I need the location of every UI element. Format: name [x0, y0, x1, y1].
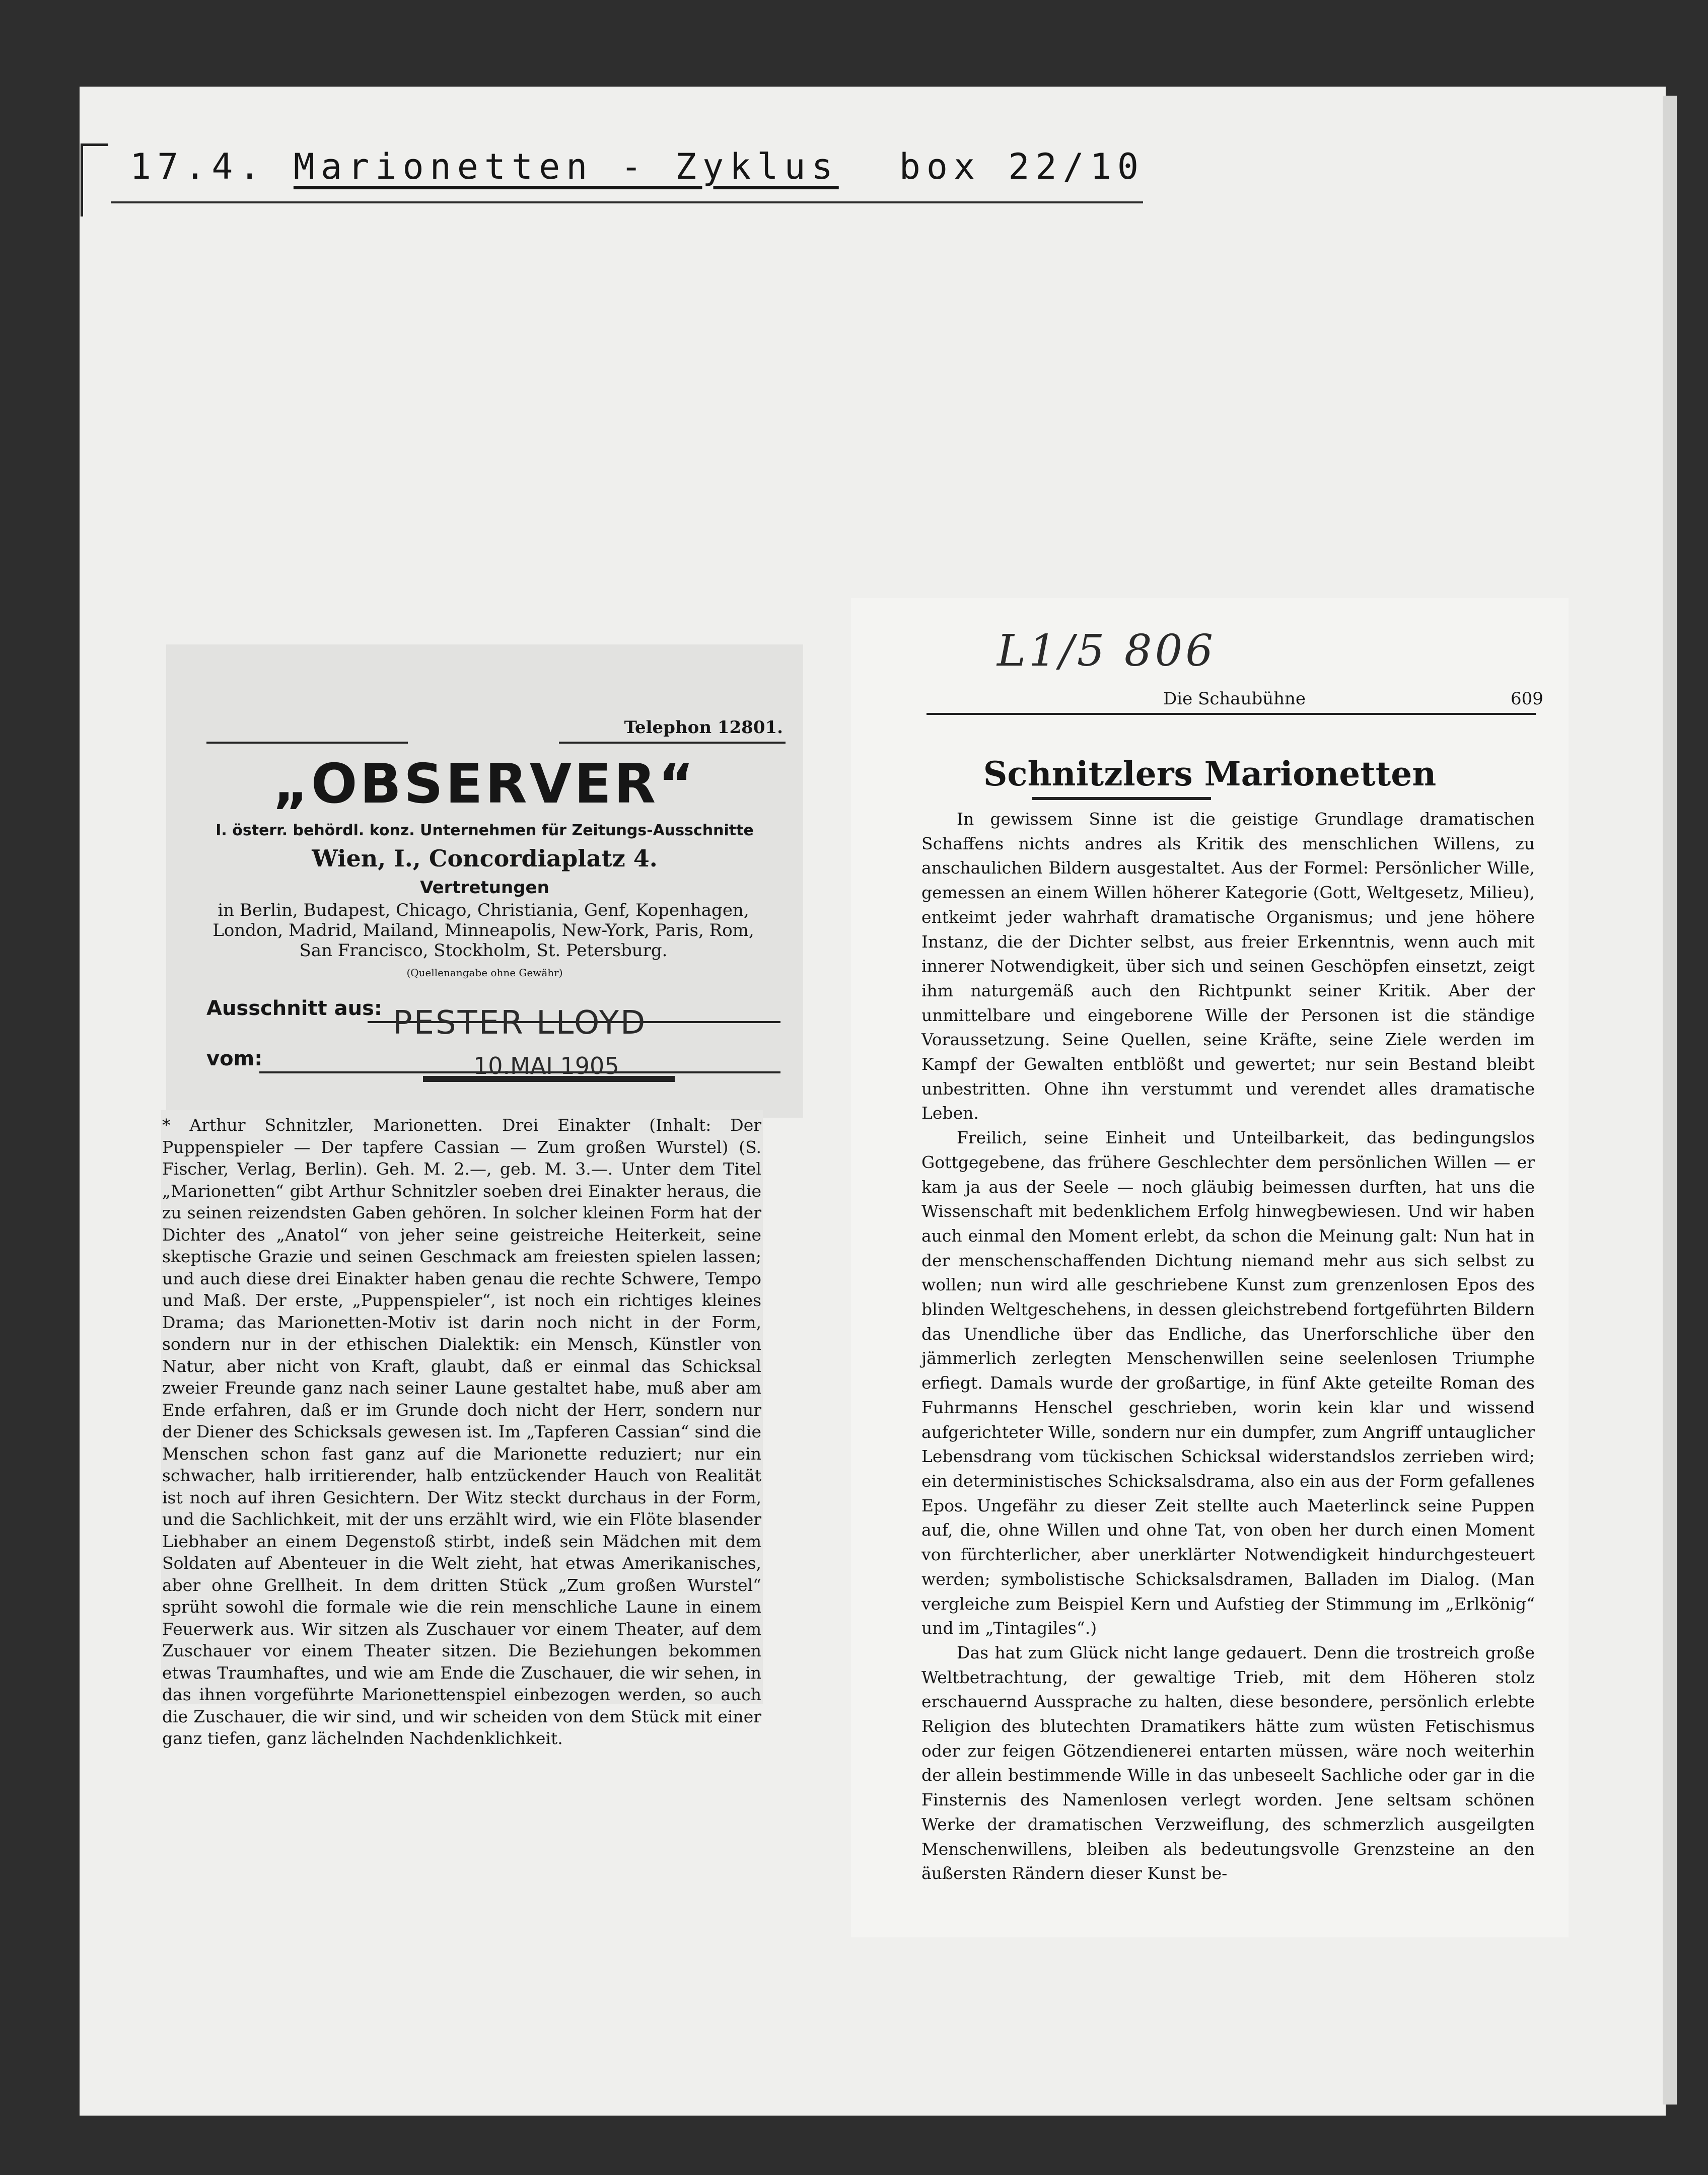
page-number: 609 — [1511, 689, 1543, 709]
observer-telephone: Telephon 12801. — [624, 717, 783, 738]
article-paragraph: Das hat zum Glück nicht lange gedauert. Denn die trostreich große Weltbetrachtung, der gewaltige Trieb, mit dem Höheren stolz erschauernd Aussprache zu halten, diese besondere, persönlich erlebte Religion des blutechten Dramatikers hätte zum wüsten Fetischismus oder zur feigen Götzendienerei entarten müssen, wäre noch weiterhin der allein bestimmende Wille in das unbeseelt Sachliche oder gar in die Finsternis des Namenlosen verlegt worden. Jene seltsam schönen Werke der dramatischen Verzweiflung, des schmerzlich ausgeilgten Menschenwillens, bleiben als bedeutungsvolle Grenzsteine an den äußersten Rändern dieser Kunst be- — [921, 1642, 1535, 1883]
handwritten-note: L1/5 806 — [997, 626, 1216, 676]
article-body — [921, 807, 1535, 1886]
header-rule — [111, 201, 1143, 203]
observer-representations-heading: Vertretungen — [420, 878, 549, 898]
observer-note: (Quellenangabe ohne Gewähr) — [406, 967, 563, 979]
date-label: vom: — [206, 1047, 263, 1070]
observer-company: I. österr. behördl. konz. Unternehmen für Zeitungs-Ausschnitte — [216, 822, 754, 839]
file-title: Marionetten - Zyklus — [293, 146, 839, 187]
source-label: Ausschnitt aus: — [206, 997, 382, 1020]
article-paragraph: Freilich, seine Einheit und Unteilbarkeit, das bedingungslos Gottgegebene, das frühere Geschlechter dem persönlichen Willen — er kam ja aus der Seele — noch gläubig beimessen durften, hat uns die Wissenschaft mit bedenklichem Erfolg hinwegbewiesen. Und wir haben auch einmal den Moment erlebt, da schon die Meinung galt: Nun hat in der menschenschaffenden Dichtung niemand mehr aus sich selbst zu wollen; nun wird alle geschriebene Kunst zum grenzenlosen Epos des blinden Weltgeschehens, in dessen gleichstrebend fortgeführten Bildern das Unendliche über das Endliche, das Unerforschliche über den jämmerlich zerlegten Menschenwillen seine seelenlosen Triumphe erfiegt. Damals wurde der großartige, in fünf Akte geteilte Roman des Fuhrmanns Henschel geschrieben, worin kein klar und wissend aufgerichteter Wille, sondern nur ein dumpfer, zum Angriff untauglicher Lebensdrang vom tückischen Schicksal widerstandslos zerrieben wird; ein deterministisches Schicksalsdrama, also ein aus der Form gefallenes Epos. Ungefähr zu dieser Zeit stellte auch Maeterlinck seine Puppen auf, die, ohne Willen und ohne Tat, von oben her durch einen Moment von fürchterlicher, aber unerklärter Notwendigkeit hindurchgesteuert werden; symbolistische Schicksalsdramen, Balladen im Dialog. (Man vergleiche zum Beispiel Kern und Aufstieg der Stimmung im „Erlkönig“ und im „Tintagiles“.) — [921, 1128, 1535, 1638]
title-underline — [1032, 797, 1211, 800]
observer-representations: in Berlin, Budapest, Chicago, Christiania, Genf, Kopenhagen, London, Madrid, Mailand, Minneapolis, New-York, Paris, Rom, San Francisco, Stockholm, St. Petersburg. — [212, 900, 754, 961]
source-stamp: PESTER LLOYD — [393, 1004, 647, 1042]
file-header — [130, 146, 1145, 187]
review-text: * Arthur Schnitzler, Marionetten. Drei Einakter (Inhalt: Der Puppenspieler — Der tapfere Cassian — Zum großen Wurstel) (S. Fischer, Verlag, Berlin). Geh. M. 2.—, geb. M. 3.—. Unter dem Titel „Marionetten“ gibt Arthur Schnitzler soeben drei Einakter heraus, die zu seinen reizendsten Gaben gehören. In solcher kleinen Form hat der Dichter des „Anatol“ von jeher seine geistreiche Heiterkeit, seine skeptische Grazie und seinen Geschmack am freiesten spielen lassen; und auch diese drei Einakter haben genau die rechte Schwere, Tempo und Maß. Der erste, „Puppenspieler“, ist noch ein richtiges kleines Drama; das Marionetten-Motiv ist darin noch nicht in der Form, sondern nur in der ethischen Dialektik: ein Mensch, Künstler von Natur, aber nicht von Kraft, glaubt, daß er einmal das Schicksal zweier Freunde ganz nach seiner Laune gestaltet habe, muß aber am Ende erfahren, daß er im Grunde doch nicht der Herr, sondern nur der Diener des Schicksals gewesen ist. Im „Tapferen Cassian“ sind die Menschen schon fast ganz auf die Marionette reduziert; nur ein schwacher, halb irritierender, halb entzückender Hauch von Realität ist noch auf ihren Gesichtern. Der Witz steckt durchaus in der Form, und die Sachlichkeit, mit der uns erzählt wird, wie ein Flöte blasender Liebhaber an einem Degenstoß stirbt, indeß sein Mädchen mit dem Soldaten auf Abenteuer in die Welt zieht, hat etwas Amerikanisches, aber ohne Grellheit. In dem dritten Stück „Zum großen Wurstel“ sprüht sowohl die formale wie die rein menschliche Laune in einem Feuerwerk aus. Wir sitzen als Zuschauer vor einem Theater, auf dem Zuschauer vor einem Theater sitzen. Die Beziehungen bekommen etwas Traumhaftes, und wie am Ende die Zuschauer, die wir sehen, in das ihnen vorgeführte Marionettenspiel einbezogen werden, so auch die Zuschauer, die wir sind, und wir scheiden von dem Stück mit einer ganz tiefen, ganz lächelnden Nachdenklichkeit. — [162, 1115, 761, 1748]
journal-name: Die Schaubühne — [1163, 689, 1306, 709]
observer-card — [166, 644, 803, 1118]
date-stamp: 10.MAI 1905 — [473, 1052, 619, 1079]
observer-name: „OBSERVER“ — [272, 753, 697, 816]
article-title: Schnitzlers Marionetten — [983, 754, 1437, 793]
observer-address: Wien, I., Concordiaplatz 4. — [312, 845, 658, 872]
journal-rule — [927, 713, 1536, 715]
observer-rule-right — [559, 742, 786, 744]
file-number: 17.4. — [130, 146, 266, 187]
schaubuehne-clipping — [851, 598, 1569, 1937]
observer-rule-left — [206, 742, 408, 744]
box-number: box 22/10 — [899, 146, 1145, 187]
header-corner-mark — [81, 143, 108, 216]
sheet-edge — [1663, 96, 1677, 2105]
review-clipping — [161, 1110, 763, 1748]
article-paragraph: In gewissem Sinne ist die geistige Grundlage dramatischen Schaffens nichts andres als Kritik des menschlichen Willens, zu anschaulichen Bildern ausgestaltet. Aus der Formel: Persönlicher Wille, gemessen an einem Willen höherer Kategorie (Gott, Weltgesetz, Milieu), entkeimt jeder wahrhaft dramatische Organismus; und jene höhere Instanz, die der Dichter selbst, aus freier Erkenntnis, wenn auch mit innerer Notwendigkeit, über sich und seinen Geschöpfen einsetzt, zeigt ihm naturgemäß auch den Richtpunkt seiner Kritik. Aber der unmittelbare und eingeborene Wille der Personen ist die ständige Voraussetzung. Seine Quellen, seine Kräfte, seine Ziele werden im Kampf der Gewalten entblößt und gewertet; nur sein Bestand bleibt unbestritten. Ohne ihn verstummt und verendet alles dramatische Leben. — [921, 809, 1535, 1123]
